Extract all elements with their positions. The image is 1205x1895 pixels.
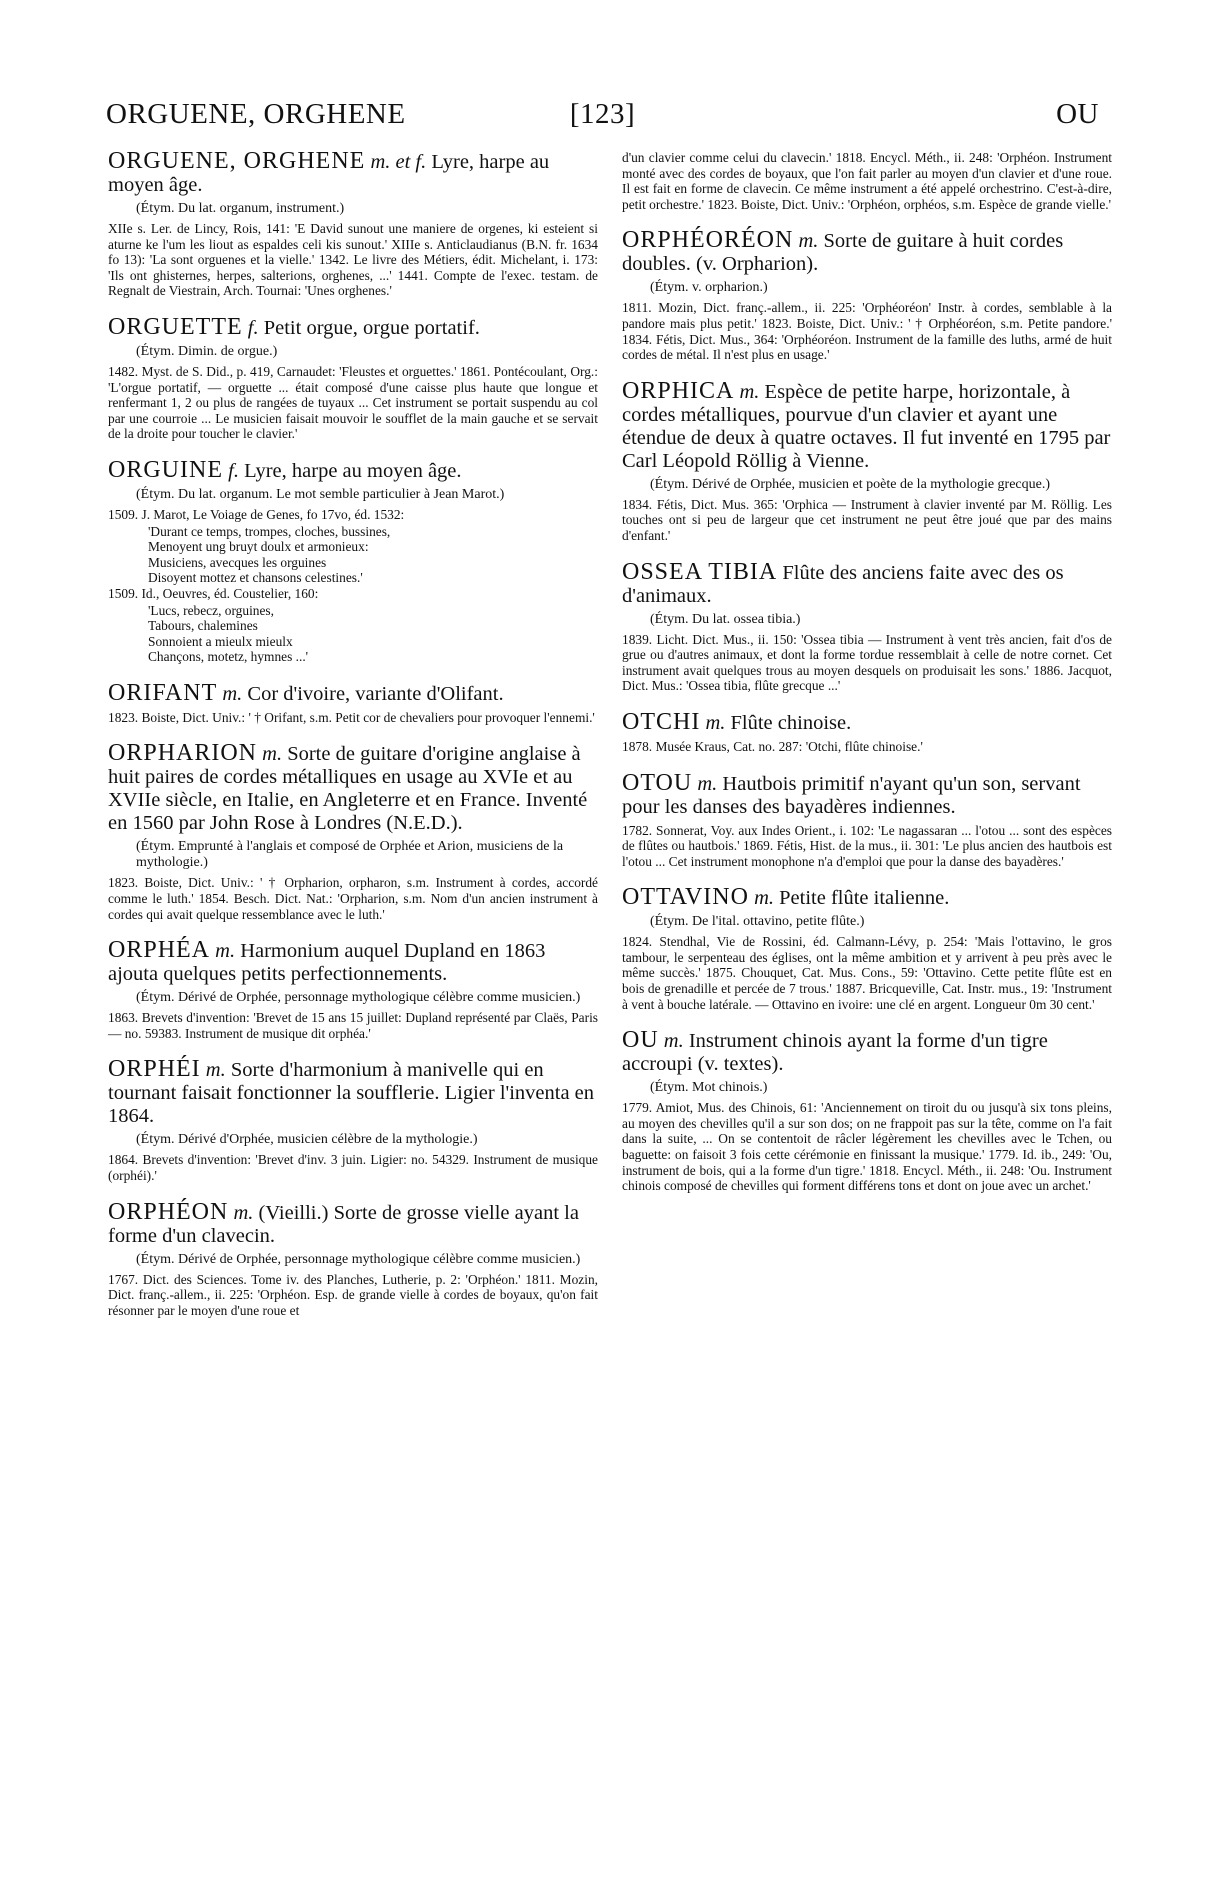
dictionary-entry-orpheon-cont (622, 150, 1112, 212)
definition: Petite flûte italienne. (779, 887, 950, 910)
citation: 1823. Boiste, Dict. Univ.: ' † Orifant, s.m. Petit cor de chevaliers pour provoquer l'ennemi.' (108, 709, 595, 725)
entry-heading (108, 679, 598, 706)
poem-line: Musiciens, avecques les orguines (148, 554, 327, 570)
grammatical-label: m. (663, 1030, 684, 1053)
running-head-right: OU (1056, 98, 1099, 130)
definition: Instrument chinois ayant la forme d'un tigre accroupi (v. textes). (622, 1030, 1048, 1076)
citation: d'un clavier comme celui du clavecin.' 1818. Encycl. Méth., ii. 248: 'Orphéon. Instrument monté avec des cordes de boyaux, que l'on fait parler au moyen d'un clavier et d'une roue. Il est fait en forme de clavecin. Ce même instrument a été appelé orchestrino. C'est-à-dire, petit orchestre.' 1823. Boiste, Dict. Univ.: 'Orphéon, orphéos, s.m. Espèce de grande vielle.' (622, 150, 1112, 212)
dictionary-entry-otou (622, 769, 1112, 870)
citation: XIIe s. Ler. de Lincy, Rois, 141: 'E David sunout une maniere de orgenes, ki esteient si aturne ke l'um les liout as espaldes celi kis sunout.' XIIIe s. Anticlaudianus (B.N. fr. 1634 fo 13): 'La sont orguenes et la vielle.' 1342. Le livre des Métiers, édit. Michelant, i. 173: 'Ils ont ghisternes, herpes, salterions, orghenes, ...' 1441. Compte de l'exec. testam. de Regnalt de Viestrain, Arch. Tournai: 'Unes orghenes.' (108, 221, 598, 299)
grammatical-label: m. (205, 1059, 226, 1082)
etymology: (Étym. Dérivé de Orphée, personnage mythologique célèbre comme musicien.) (136, 990, 581, 1006)
headword: OU (622, 1027, 659, 1054)
etymology: (Étym. Emprunté à l'anglais et composé de Orphée et Arion, musiciens de la mythologie.) (136, 839, 564, 871)
grammatical-label: m. (697, 772, 718, 795)
headword: OTOU (622, 769, 693, 796)
entry-heading (622, 1029, 1112, 1076)
grammatical-label: m. (222, 682, 243, 705)
definition: Flûte des anciens faite avec des os d'animaux. (622, 561, 1064, 607)
citation: 1824. Stendhal, Vie de Rossini, éd. Calmann-Lévy, p. 254: 'Mais l'ottavino, le gros tambour, le serpenteau des églises, ont la même ambition et y arrivent à peu près avec le même succès.' 1875. Chouquet, Cat. Mus. Cons., 59: 'Ottavino. Cette petite flûte est en bois de grenadille et percée de 7 trous.' 1887. Bricqueville, Cat. Instr. mus., 19: 'Instrument à vent à bouche latérale. — Ottavino en ivoire: une clé en argent. Longueur 0m 30 cent.' (622, 934, 1112, 1012)
grammatical-label: m. (215, 940, 236, 963)
definition: Flûte chinoise. (730, 711, 852, 734)
headword: ORIFANT (108, 679, 218, 706)
right-column (622, 150, 1112, 1211)
etymology: (Étym. Du lat. organum. Le mot semble particulier à Jean Marot.) (136, 486, 505, 502)
entry-heading (108, 1198, 598, 1248)
headword: OTTAVINO (622, 884, 749, 911)
dictionary-entry-orphei (108, 1058, 598, 1183)
headword: ORGUENE, ORGHENE (108, 148, 366, 174)
poem-line: Disoyent mottez et chansons celestines.' (148, 570, 363, 586)
grammatical-label: m. (798, 230, 819, 253)
poem-line: Menoyent ung bruyt doulx et armonieux: (148, 539, 369, 555)
left-column (108, 150, 598, 1335)
entry-heading (108, 742, 598, 835)
headword: ORPHÉON (108, 1198, 229, 1225)
etymology: (Étym. Dérivé de Orphée, musicien et poète de la mythologie grecque.) (650, 476, 1051, 492)
definition: Hautbois primitif n'ayant qu'un son, servant pour les danses des bayadères indiennes. (622, 772, 1081, 818)
definition: Lyre, harpe au moyen âge. (108, 151, 550, 196)
grammatical-label: f. (228, 459, 239, 482)
etymology: (Étym. Du lat. ossea tibia.) (650, 611, 801, 627)
dictionary-entry-ou (622, 1029, 1112, 1194)
entry-heading (108, 456, 598, 483)
dictionary-entry-orphea (108, 939, 598, 1041)
citation: 1811. Mozin, Dict. franç.-allem., ii. 225: 'Orphéoréon' Instr. à cordes, semblable à la pandore mais plus petit.' 1823. Boiste, Dict. Univ.: ' † Orphéoréon, s.m. Petite pandore.' 1834. Fétis, Dict. Mus., 364: 'Orphéoréon. Instrument de la famille des luths, armé de huit cordes de métal. Il n'est plus en usage.' (622, 300, 1112, 363)
citation: 1767. Dict. des Sciences. Tome iv. des Planches, Lutherie, p. 2: 'Orphéon.' 1811. Mozin, Dict. franç.-allem., ii. 225: 'Orphéon. Esp. de grande vielle à cordes de boyaux, qu'on fait résonner par le moyen d'une roue et (108, 1271, 598, 1318)
grammatical-label: m. et f. (370, 151, 427, 173)
poem-line: Sonnoient a mieulx mieulx (148, 633, 293, 649)
dictionary-entry-orguette (108, 313, 598, 442)
etymology: (Étym. Dimin. de orgue.) (136, 343, 278, 359)
citation: 1823. Boiste, Dict. Univ.: ' † Orpharion, orpharon, s.m. Instrument à cordes, accordé comme le luth.' 1854. Besch. Dict. Nat.: 'Orpharion, s.m. Nom d'un ancien instrument à cordes qui avait quelque ressemblance avec le luth.' (108, 875, 598, 922)
definition: Espèce de petite harpe, horizontale, à cordes métalliques, pourvue d'un clavier et ayant une étendue de deux à quatre octaves. Il fut inventé en 1795 par Carl Léopold Röllig à Vienne. (622, 380, 1111, 472)
citation: 1509. J. Marot, Le Voiage de Genes, fo 17vo, éd. 1532: (108, 506, 405, 522)
headword: OTCHI (622, 708, 701, 735)
dictionary-entry-orpharion (108, 742, 598, 922)
entry-heading (108, 1058, 598, 1128)
definition: Harmonium auquel Dupland en 1863 ajouta quelques petits perfectionnements. (108, 940, 546, 986)
entry-heading (622, 558, 1112, 608)
headword: ORPHARION (108, 740, 258, 767)
citation: 1509. Id., Oeuvres, éd. Coustelier, 160: (108, 585, 319, 601)
grammatical-label: m. (754, 887, 775, 910)
entry-heading (622, 229, 1112, 276)
headword: OSSEA TIBIA (622, 558, 778, 585)
entry-heading (108, 150, 598, 197)
grammatical-label: m. (262, 743, 283, 766)
citation: 1834. Fétis, Dict. Mus. 365: 'Orphica — Instrument à clavier inventé par M. Röllig. Les touches ont si peu de largeur que cet instrument ne peut être joué que par des mains d'enfant.' (622, 496, 1112, 543)
citation: 1482. Myst. de S. Did., p. 419, Carnaudet: 'Fleustes et orguettes.' 1861. Pontécoulant, Org.: 'L'orgue portatif, — orguette ... était composé d'une caisse plus haute que longue et renfermant 1, 2 ou plus de rangées de tuyaux ... Cet instrument se portait suspendu au col par une courroie ... Le musicien faisait mouvoir le soufflet de la main gauche et se servait de la droite pour toucher le clavier.' (108, 363, 598, 442)
citation: 1864. Brevets d'invention: 'Brevet d'inv. 3 juin. Ligier: no. 54329. Instrument de musique (orphéi).' (108, 1152, 598, 1184)
etymology: (Étym. Du lat. organum, instrument.) (136, 201, 345, 216)
dictionary-entry-orifant (108, 679, 598, 726)
headword: ORGUETTE (108, 313, 243, 340)
dictionary-entry-orguine (108, 456, 598, 665)
grammatical-label: m. (705, 711, 726, 734)
entry-heading (108, 939, 598, 986)
entry-heading (622, 708, 1112, 735)
entry-heading (622, 886, 1112, 910)
citation: 1863. Brevets d'invention: 'Brevet de 15 ans 15 juillet: Dupland représenté par Claës, Paris — no. 59383. Instrument de musique dit orphéa.' (108, 1010, 598, 1041)
entry-heading (622, 769, 1112, 819)
dictionary-entry-ottavino (622, 886, 1112, 1012)
definition: Sorte d'harmonium à manivelle qui en tournant faisait fonctionner la soufflerie. Ligier l'inventa en 1864. (108, 1059, 595, 1128)
poem-line: 'Durant ce temps, trompes, cloches, bussines, (148, 523, 391, 539)
grammatical-label: f. (247, 316, 259, 339)
definition: Sorte de guitare d'origine anglaise à huit paires de cordes métalliques en usage au XVIe et au XVIIe siècle, en Italie, en Angleterre et en France. Inventé en 1560 par John Rose à Londres (N.E.D.). (108, 743, 588, 835)
etymology: (Étym. De l'ital. ottavino, petite flûte.) (650, 914, 865, 930)
dictionary-entry-otchi (622, 708, 1112, 755)
grammatical-label: m. (739, 380, 760, 403)
definition: (Vieilli.) Sorte de grosse vielle ayant la forme d'un clavecin. (108, 1201, 579, 1247)
dictionary-entry-orpheon (108, 1198, 598, 1319)
dictionary-entry-orpheoreon (622, 229, 1112, 362)
dictionary-entry-ossea-tibia (622, 558, 1112, 694)
headword: ORPHÉA (108, 937, 211, 964)
headword: ORPHÉI (108, 1056, 201, 1083)
headword: ORGUINE (108, 456, 223, 483)
entry-heading (622, 377, 1112, 473)
citation: 1779. Amiot, Mus. des Chinois, 61: 'Anciennement on tiroit du ou jusqu'à six tons pleins, au moyen des chevilles qu'il a sur son dos; on ne frappoit pas sur la tête, comme on l'a fait dans la suite, ... On se contentoit de râcler légèrement les chevilles avec le Tchen, ou baguette: on faisoit 3 fois cette cérémonie en finissant la musique.' 1779. Id. ib., 249: 'Ou, instrument de bois, qui a la forme d'un tigre.' 1818. Encycl. Méth., ii. 248: 'Ou. Instrument chinois composé de chevilles qui forment différens tons et dont on joue avec un archet.' (622, 1100, 1112, 1194)
dictionary-entry-orguene (108, 150, 598, 299)
citation: 1839. Licht. Dict. Mus., ii. 150: 'Ossea tibia — Instrument à vent très ancien, fait d'os de grue ou d'autres animaux, et dont la forme tordue ressemblait à celle de notre cornet. Cet instrument avait quelques trous au moyen desquels on produisait les sons.' 1886. Jacquot, Dict. Mus.: 'Ossea tibia, flûte grecque ...' (622, 631, 1112, 694)
grammatical-label: m. (233, 1201, 254, 1224)
dictionary-entry-orphica (622, 377, 1112, 544)
definition: Sorte de guitare à huit cordes doubles. (v. Orpharion). (622, 230, 1064, 276)
citation: 1782. Sonnerat, Voy. aux Indes Orient., i. 102: 'Le nagassaran ... l'otou ... sont des espèces de flûtes ou hautbois.' 1869. Fétis, Hist. de la mus., ii. 301: 'Le plus ancien des hautbois est l'otou ... Cet instrument monophone n'a d'emploi que pour la danse des bayadères.' (622, 822, 1112, 869)
citation: 1878. Musée Kraus, Cat. no. 287: 'Otchi, flûte chinoise.' (622, 738, 923, 754)
definition: Lyre, harpe au moyen âge. (244, 459, 462, 482)
headword: ORPHICA (622, 377, 735, 404)
running-head (106, 98, 1099, 138)
definition: Petit orgue, orgue portatif. (263, 316, 480, 339)
etymology: (Étym. v. orpharion.) (650, 280, 768, 296)
definition: Cor d'ivoire, variante d'Olifant. (247, 682, 504, 705)
etymology: (Étym. Dérivé de Orphée, personnage mythologique célèbre comme musicien.) (136, 1251, 581, 1267)
etymology: (Étym. Mot chinois.) (650, 1080, 768, 1096)
running-head-left: ORGUENE, ORGHENE (106, 98, 406, 130)
poem-line: Chançons, motetz, hymnes ...' (148, 649, 309, 665)
headword: ORPHÉORÉON (622, 227, 794, 254)
poem-line: Tabours, chalemines (148, 618, 258, 634)
page-number: [123] (569, 98, 636, 130)
entry-heading (108, 313, 598, 340)
etymology: (Étym. Dérivé d'Orphée, musicien célèbre de la mythologie.) (136, 1132, 478, 1148)
poem-line: 'Lucs, rebecz, orguines, (148, 602, 274, 618)
